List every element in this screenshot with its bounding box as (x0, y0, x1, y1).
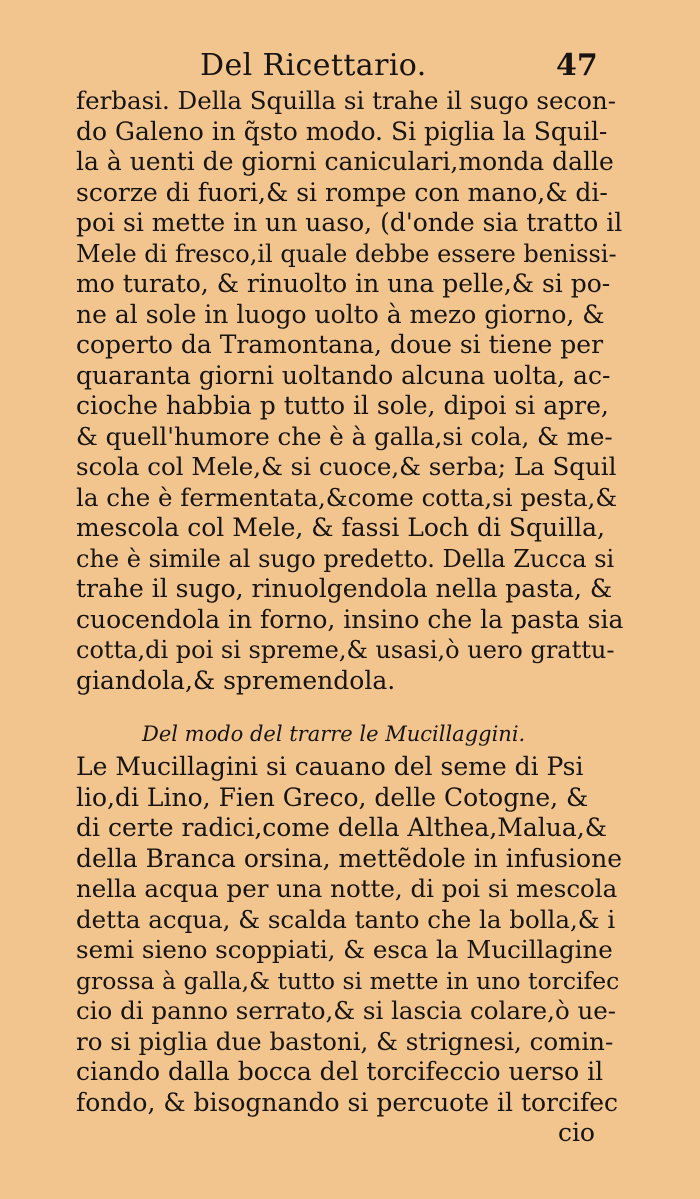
text-line: mo turato, & rinuolto in una pelle,& si po- (76, 269, 611, 298)
page-number: 47 (556, 48, 598, 83)
text-line: ne al sole in luogo uolto à mezo giorno, & (76, 299, 605, 329)
text-line: cio di panno serrato,& si lascia colare,ò ue- (76, 996, 617, 1025)
text-line: la che è fermentata,&come cotta,si pesta,& (76, 482, 618, 512)
text-line: Mele di fresco,il quale debbe essere benissi- (76, 239, 617, 268)
text-line: & quell'humore che è à galla,si cola, & me- (76, 421, 613, 451)
text-line: coperto da Tramontana, doue si tiene per (76, 330, 604, 359)
paragraph-mucillagini (76, 752, 621, 1149)
text-line: scorze di fuori,& si rompe con mano,& di- (76, 177, 608, 207)
text-line: grossa à galla,& tutto si mette in uno torcifec (76, 966, 620, 995)
text-line: di certe radici,come della Althea,Malua,& (76, 813, 607, 842)
text-line: ciando dalla bocca del torcifeccio uerso il (76, 1057, 604, 1086)
paragraph-squilla (76, 86, 624, 696)
text-line: la à uenti de giorni caniculari,monda dalle (76, 147, 614, 176)
section-heading: Del modo del trarre le Mucillaggini. (142, 722, 526, 746)
text-line: della Branca orsina, mettẽdole in infusione (76, 843, 622, 873)
text-line: lio,di Lino, Fien Greco, delle Cotogne, & (76, 782, 589, 812)
text-line: che è simile al sugo predetto. Della Zucca si (76, 544, 615, 573)
text-line: mescola col Mele, & fassi Loch di Squilla, (76, 513, 605, 542)
running-head: Del Ricettario. (200, 48, 427, 83)
text-line: fondo, & bisognando si percuote il torcifec (76, 1087, 619, 1117)
text-line: ro si piglia due bastoni, & strignesi, comin- (76, 1026, 614, 1056)
text-line: trahe il sugo, rinuolgendola nella pasta, & (76, 574, 613, 603)
text-line: giandola,& spremendola. (76, 665, 396, 695)
catchword: cio (557, 1118, 595, 1147)
text-line: Le Mucillagini si cauano del seme di Psi (76, 752, 584, 781)
text-line: cioche habbia p tutto il sole, dipoi si apre, (76, 391, 609, 420)
text-line: semi sieno scoppiati, & esca la Mucillagine (76, 935, 613, 964)
text-line: do Galeno in q̃sto modo. Si piglia la Squil- (76, 116, 608, 146)
text-line: scola col Mele,& si cuoce,& serba; La Squil (76, 452, 617, 481)
text-line: quaranta giorni uoltando alcuna uolta, ac- (76, 360, 611, 390)
text-line: cuocendola in forno, insino che la pasta sia (76, 604, 624, 634)
text-line: detta acqua, & scalda tanto che la bolla,& i (76, 904, 616, 934)
text-line: cotta,di poi si spreme,& usasi,ò uero grattu- (76, 636, 615, 664)
text-line: ferbasi. Della Squilla si trahe il sugo secon- (76, 86, 616, 115)
text-line: nella acqua per una notte, di poi si mescola (76, 874, 618, 903)
text-line: poi si mette in un uaso, (d'onde sia tratto il (76, 208, 623, 237)
